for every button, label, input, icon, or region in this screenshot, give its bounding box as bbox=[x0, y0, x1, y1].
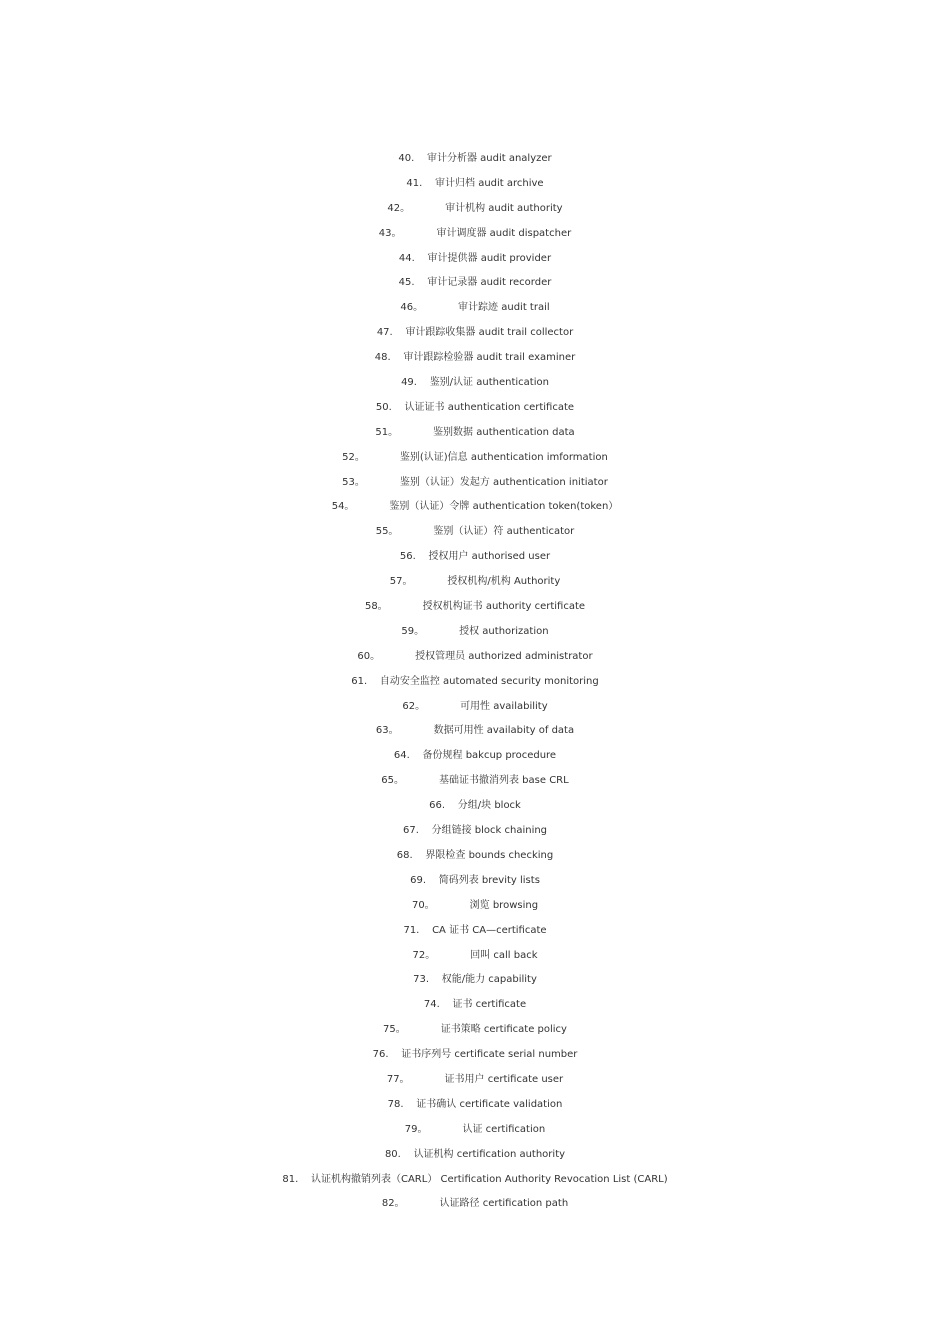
entry-spacer bbox=[429, 971, 442, 989]
entry-spacer bbox=[380, 648, 415, 666]
entry-term: 证书序列号 certificate serial number bbox=[401, 1049, 578, 1061]
entry-term: 审计记录器 audit recorder bbox=[427, 277, 552, 289]
entry-spacer bbox=[404, 772, 439, 790]
entry-term: 鉴别(认证)信息 authentication imformation bbox=[399, 451, 608, 463]
glossary-entry bbox=[0, 399, 950, 424]
entry-number: 71. bbox=[403, 924, 420, 936]
entry-number: 82。 bbox=[381, 1198, 405, 1210]
entry-term: 证书策略 certificate policy bbox=[440, 1024, 567, 1036]
entry-number: 63。 bbox=[375, 725, 399, 737]
entry-number: 48. bbox=[374, 352, 391, 364]
entry-number: 80. bbox=[384, 1148, 401, 1160]
entry-number: 76. bbox=[372, 1049, 389, 1061]
entry-spacer bbox=[365, 474, 400, 492]
glossary-entry bbox=[0, 1096, 950, 1121]
entry-number: 81. bbox=[282, 1173, 299, 1185]
entry-term: 审计跟踪检验器 audit trail examiner bbox=[403, 352, 576, 364]
entry-term: 授权 authorization bbox=[459, 625, 549, 637]
glossary-entry bbox=[0, 175, 950, 200]
glossary-entry bbox=[0, 1021, 950, 1046]
glossary-entry bbox=[0, 548, 950, 573]
entry-spacer bbox=[298, 1171, 311, 1189]
entry-term: 审计分析器 audit analyzer bbox=[426, 153, 552, 164]
entry-spacer bbox=[388, 598, 423, 616]
entry-spacer bbox=[410, 1071, 445, 1089]
entry-term: 授权管理员 authorized administrator bbox=[415, 650, 593, 662]
entry-term: 可用性 availability bbox=[460, 700, 548, 712]
glossary-entry bbox=[0, 847, 950, 872]
entry-number: 72。 bbox=[412, 949, 436, 961]
entry-number: 47. bbox=[376, 327, 393, 339]
entry-term: 授权机构证书 authority certificate bbox=[422, 601, 586, 613]
entry-number: 40. bbox=[398, 153, 415, 164]
entry-number: 58。 bbox=[364, 601, 388, 613]
entry-spacer bbox=[367, 673, 380, 691]
glossary-entry bbox=[0, 822, 950, 847]
glossary-entry bbox=[0, 200, 950, 225]
entry-number: 41. bbox=[406, 177, 423, 189]
glossary-entry bbox=[0, 772, 950, 797]
entry-spacer bbox=[423, 299, 458, 317]
glossary-entry bbox=[0, 498, 950, 523]
entry-term: 鉴别（认证）令牌 authentication token(token） bbox=[389, 501, 619, 513]
entry-term: 分组链接 block chaining bbox=[431, 825, 548, 837]
entry-term: 回叫 call back bbox=[470, 949, 538, 961]
glossary-entry bbox=[0, 673, 950, 698]
glossary-entry bbox=[0, 274, 950, 299]
entry-term: 审计调度器 audit dispatcher bbox=[436, 227, 572, 239]
entry-term: 证书用户 certificate user bbox=[444, 1073, 564, 1085]
entry-term: 授权用户 authorised user bbox=[428, 551, 551, 563]
entry-spacer bbox=[419, 822, 432, 840]
entry-number: 77。 bbox=[386, 1073, 410, 1085]
entry-spacer bbox=[413, 847, 426, 865]
entry-term: 审计踪迹 audit trail bbox=[458, 302, 550, 314]
entry-term: 认证机构 certification authority bbox=[413, 1148, 566, 1160]
entry-number: 55。 bbox=[375, 526, 399, 538]
glossary-entry bbox=[0, 623, 950, 648]
glossary-entry bbox=[0, 573, 950, 598]
entry-spacer bbox=[398, 523, 433, 541]
entry-spacer bbox=[412, 573, 447, 591]
entry-term: 审计跟踪收集器 audit trail collector bbox=[405, 327, 574, 339]
entry-spacer bbox=[428, 1121, 463, 1139]
entry-spacer bbox=[399, 722, 434, 740]
glossary-entry bbox=[0, 250, 950, 275]
entry-number: 65。 bbox=[381, 775, 405, 787]
entry-spacer bbox=[445, 797, 458, 815]
glossary-entry bbox=[0, 922, 950, 947]
entry-number: 44. bbox=[398, 252, 415, 264]
entry-spacer bbox=[398, 424, 433, 442]
glossary-entry bbox=[0, 747, 950, 772]
entry-term: 证书确认 certificate validation bbox=[416, 1098, 563, 1110]
glossary-entry bbox=[0, 424, 950, 449]
entry-term: CA 证书 CA—certificate bbox=[432, 924, 547, 936]
entry-number: 42。 bbox=[387, 202, 411, 214]
entry-number: 70。 bbox=[411, 899, 435, 911]
entry-spacer bbox=[435, 947, 470, 965]
entry-number: 79。 bbox=[404, 1123, 428, 1135]
glossary-entry bbox=[0, 722, 950, 747]
entry-spacer bbox=[426, 872, 439, 890]
glossary-entry bbox=[0, 971, 950, 996]
entry-spacer bbox=[425, 698, 460, 716]
entry-spacer bbox=[440, 996, 453, 1014]
entry-spacer bbox=[415, 250, 428, 268]
glossary-entry bbox=[0, 349, 950, 374]
glossary-entry bbox=[0, 1171, 950, 1196]
entry-number: 50. bbox=[375, 401, 392, 413]
entry-number: 75。 bbox=[383, 1024, 406, 1036]
entry-number: 56. bbox=[399, 551, 416, 563]
entry-spacer bbox=[354, 498, 389, 516]
entry-number: 60。 bbox=[357, 650, 381, 662]
entry-spacer bbox=[416, 548, 429, 566]
glossary-entry bbox=[0, 449, 950, 474]
entry-term: 自动安全监控 automated security monitoring bbox=[379, 675, 599, 687]
entry-term: 认证机构撤销列表（CARL） Certification Authority Revocation List (CARL) bbox=[310, 1173, 668, 1185]
entry-spacer bbox=[406, 1021, 441, 1039]
glossary-entry bbox=[0, 797, 950, 822]
entry-number: 78. bbox=[387, 1098, 404, 1110]
glossary-entry bbox=[0, 648, 950, 673]
entry-spacer bbox=[410, 747, 423, 765]
glossary-entry bbox=[0, 698, 950, 723]
entry-number: 62。 bbox=[402, 700, 426, 712]
entry-term: 数据可用性 availabity of data bbox=[433, 725, 575, 737]
glossary-entry bbox=[0, 1195, 950, 1220]
glossary-entry bbox=[0, 1071, 950, 1096]
entry-term: 鉴别数据 authentication data bbox=[433, 426, 575, 438]
entry-spacer bbox=[401, 1146, 414, 1164]
entry-spacer bbox=[410, 200, 445, 218]
entry-term: 鉴别（认证）符 authenticator bbox=[433, 526, 575, 538]
entry-spacer bbox=[391, 349, 404, 367]
entry-term: 分组/块 block bbox=[457, 800, 521, 812]
entry-number: 74. bbox=[423, 999, 440, 1011]
entry-term: 鉴别/认证 authentication bbox=[429, 377, 549, 389]
entry-term: 审计归档 audit archive bbox=[435, 177, 544, 189]
glossary-entry bbox=[0, 598, 950, 623]
glossary-entry bbox=[0, 1121, 950, 1146]
entry-term: 简码列表 brevity lists bbox=[438, 874, 540, 886]
entry-term: 备份规程 bakcup procedure bbox=[422, 750, 557, 762]
entry-spacer bbox=[405, 1195, 440, 1213]
glossary-entry bbox=[0, 897, 950, 922]
entry-number: 49. bbox=[401, 377, 417, 389]
entry-number: 45. bbox=[398, 277, 415, 289]
entry-term: 认证证书 authentication certificate bbox=[404, 401, 575, 413]
entry-term: 证书 certificate bbox=[452, 999, 527, 1011]
glossary-entry bbox=[0, 523, 950, 548]
entry-number: 54。 bbox=[331, 501, 355, 513]
entry-spacer bbox=[365, 449, 400, 467]
glossary-list bbox=[0, 150, 950, 1220]
glossary-entry bbox=[0, 1146, 950, 1171]
entry-spacer bbox=[417, 374, 430, 392]
entry-spacer bbox=[435, 897, 470, 915]
glossary-entry bbox=[0, 374, 950, 399]
entry-spacer bbox=[414, 150, 427, 168]
glossary-entry bbox=[0, 225, 950, 250]
entry-number: 67. bbox=[402, 825, 419, 837]
glossary-entry bbox=[0, 1046, 950, 1071]
entry-term: 认证路径 certification path bbox=[439, 1198, 569, 1210]
entry-term: 浏览 browsing bbox=[469, 899, 539, 911]
entry-number: 52。 bbox=[342, 451, 365, 463]
entry-number: 66. bbox=[429, 800, 446, 812]
glossary-entry bbox=[0, 150, 950, 175]
entry-spacer bbox=[393, 324, 406, 342]
entry-spacer bbox=[422, 175, 435, 193]
glossary-entry bbox=[0, 947, 950, 972]
entry-spacer bbox=[424, 623, 459, 641]
entry-spacer bbox=[419, 922, 432, 940]
entry-spacer bbox=[415, 274, 428, 292]
entry-number: 43。 bbox=[378, 227, 402, 239]
entry-term: 鉴别（认证）发起方 authentication initiator bbox=[399, 476, 608, 488]
entry-spacer bbox=[404, 1096, 417, 1114]
entry-spacer bbox=[402, 225, 437, 243]
entry-term: 界限检查 bounds checking bbox=[425, 849, 554, 861]
entry-number: 51。 bbox=[375, 426, 399, 438]
entry-number: 57。 bbox=[389, 576, 413, 588]
entry-term: 认证 certification bbox=[462, 1123, 546, 1135]
entry-number: 73. bbox=[413, 974, 429, 986]
entry-number: 53。 bbox=[342, 476, 365, 488]
glossary-entry bbox=[0, 996, 950, 1021]
entry-term: 审计机构 audit authority bbox=[445, 202, 563, 214]
entry-number: 46。 bbox=[400, 302, 424, 314]
entry-number: 68. bbox=[396, 849, 413, 861]
glossary-entry bbox=[0, 474, 950, 499]
entry-term: 权能/能力 capability bbox=[441, 974, 537, 986]
entry-term: 基础证书撤消列表 base CRL bbox=[439, 775, 569, 787]
entry-term: 审计提供器 audit provider bbox=[427, 252, 552, 264]
entry-term: 授权机构/机构 Authority bbox=[447, 576, 561, 588]
entry-number: 59。 bbox=[401, 625, 425, 637]
glossary-entry bbox=[0, 299, 950, 324]
entry-number: 64. bbox=[393, 750, 410, 762]
entry-number: 69. bbox=[410, 874, 426, 886]
glossary-entry bbox=[0, 872, 950, 897]
entry-spacer bbox=[389, 1046, 402, 1064]
entry-spacer bbox=[392, 399, 405, 417]
entry-number: 61. bbox=[351, 675, 368, 687]
glossary-entry bbox=[0, 324, 950, 349]
